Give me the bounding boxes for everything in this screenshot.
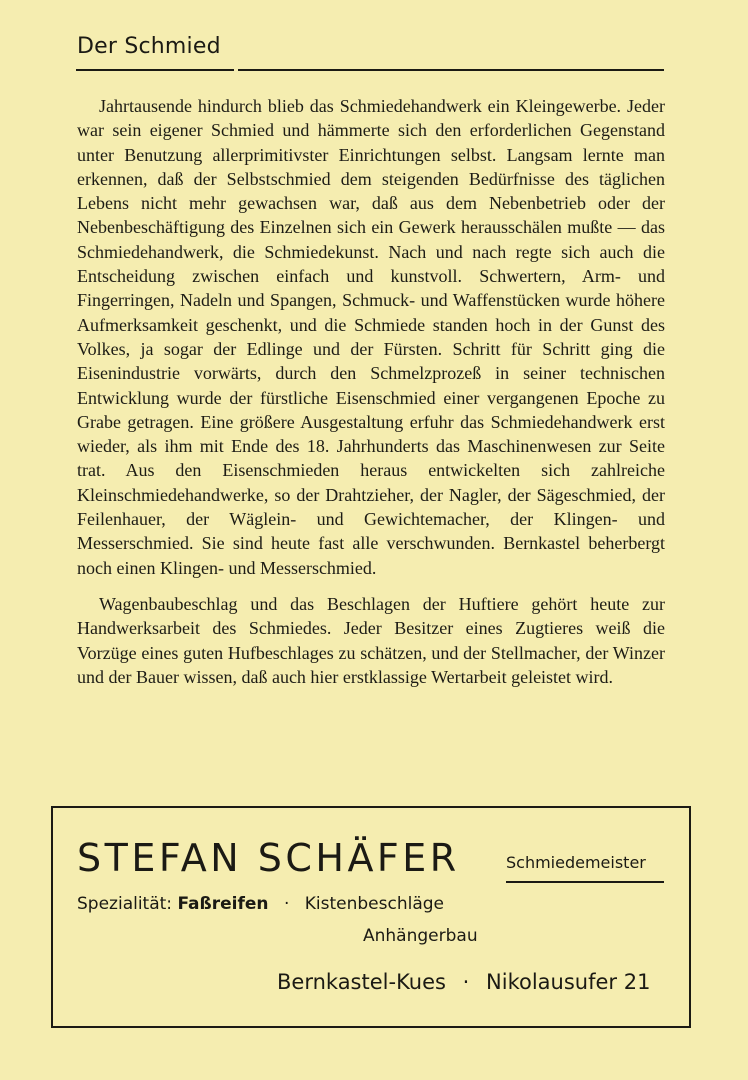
ad-specialty-item-2: Anhängerbau (363, 926, 478, 946)
ad-separator: · (283, 894, 290, 914)
ad-specialty-label: Spezialität: (77, 894, 173, 914)
heading-rule-left (76, 69, 234, 71)
article-paragraph: Jahrtausende hindurch blieb das Schmiedehandwerk ein Kleingewerbe. Jeder war sein eigener Schmied und hämmerte sich den erforderlichen Gegenstand unter Benutzung allerprimitivster Einrichtungen selbst. Langsam lernte man erkennen, daß der Selbstschmied dem steigenden Bedürfnisse des täglichen Lebens nicht mehr gewachsen war, daß aus dem Nebenbetrieb oder der Nebenbeschäftigung des Einzelnen sich ein Gewerk herausschälen mußte — das Schmiedehandwerk, die Schmiedekunst. Nach und nach regte sich auch die Entscheidung zwischen einfach und kunstvoll. Schwertern, Arm- und Fingerringen, Nadeln und Spangen, Schmuck- und Waffenstücken wurde höhere Aufmerksamkeit geschenkt, und die Schmiede standen hoch in der Gunst des Volkes, ja sogar der Edlinge und der Fürsten. Schritt für Schritt ging die Eisenindustrie vorwärts, durch den Schmelzprozeß in seiner technischen Entwicklung wurde der fürstliche Eisenschmied einer vergangenen Epoche zu Grabe getragen. Eine größere Ausgestaltung erfuhr das Schmiedehandwerk erst wieder, als ihm mit Ende des 18. Jahrhunderts das Maschinenwesen zur Seite trat. Aus den Eisenschmieden heraus entwickelten sich zahlreiche Kleinschmiedehandwerke, so der Drahtzieher, der Nagler, der Sägeschmied, der Feilenhauer, der Wäglein- und Gewichtemacher, der Klingen- und Messerschmied. Sie sind heute fast alle verschwunden. Bernkastel beherbergt noch einen Klingen- und Messerschmied. (77, 96, 665, 578)
ad-specialty-line (77, 894, 444, 914)
heading-rule-right (238, 69, 664, 71)
ad-street: Nikolausufer 21 (486, 970, 651, 994)
ad-border-bottom (51, 1026, 691, 1028)
ad-border-right (689, 806, 691, 1028)
ad-title-underline (506, 881, 664, 883)
ad-specialty-main: Faßreifen (177, 894, 269, 914)
page-heading: Der Schmied (77, 34, 221, 59)
advertisement-box (51, 806, 691, 1028)
ad-border-top (51, 806, 691, 808)
article-paragraph: Wagenbaubeschlag und das Beschlagen der Huftiere gehört heute zur Handwerksarbeit des Schmiedes. Jeder Besitzer eines Zugtieres weiß die Vorzüge eines guten Hufbeschlages zu schätzen, und der Stellmacher, der Winzer und der Bauer wissen, daß auch hier erstklassige Wertarbeit geleistet wird. (77, 593, 665, 687)
ad-city: Bernkastel-Kues (277, 970, 446, 994)
ad-address (277, 970, 650, 994)
ad-company-name: STEFAN SCHÄFER (77, 836, 460, 880)
ad-specialty-item: Kistenbeschläge (304, 894, 444, 914)
ad-border-left (51, 806, 53, 1028)
ad-address-separator: · (462, 970, 470, 994)
ad-job-title: Schmiedemeister (506, 853, 646, 872)
article-body (77, 94, 665, 701)
